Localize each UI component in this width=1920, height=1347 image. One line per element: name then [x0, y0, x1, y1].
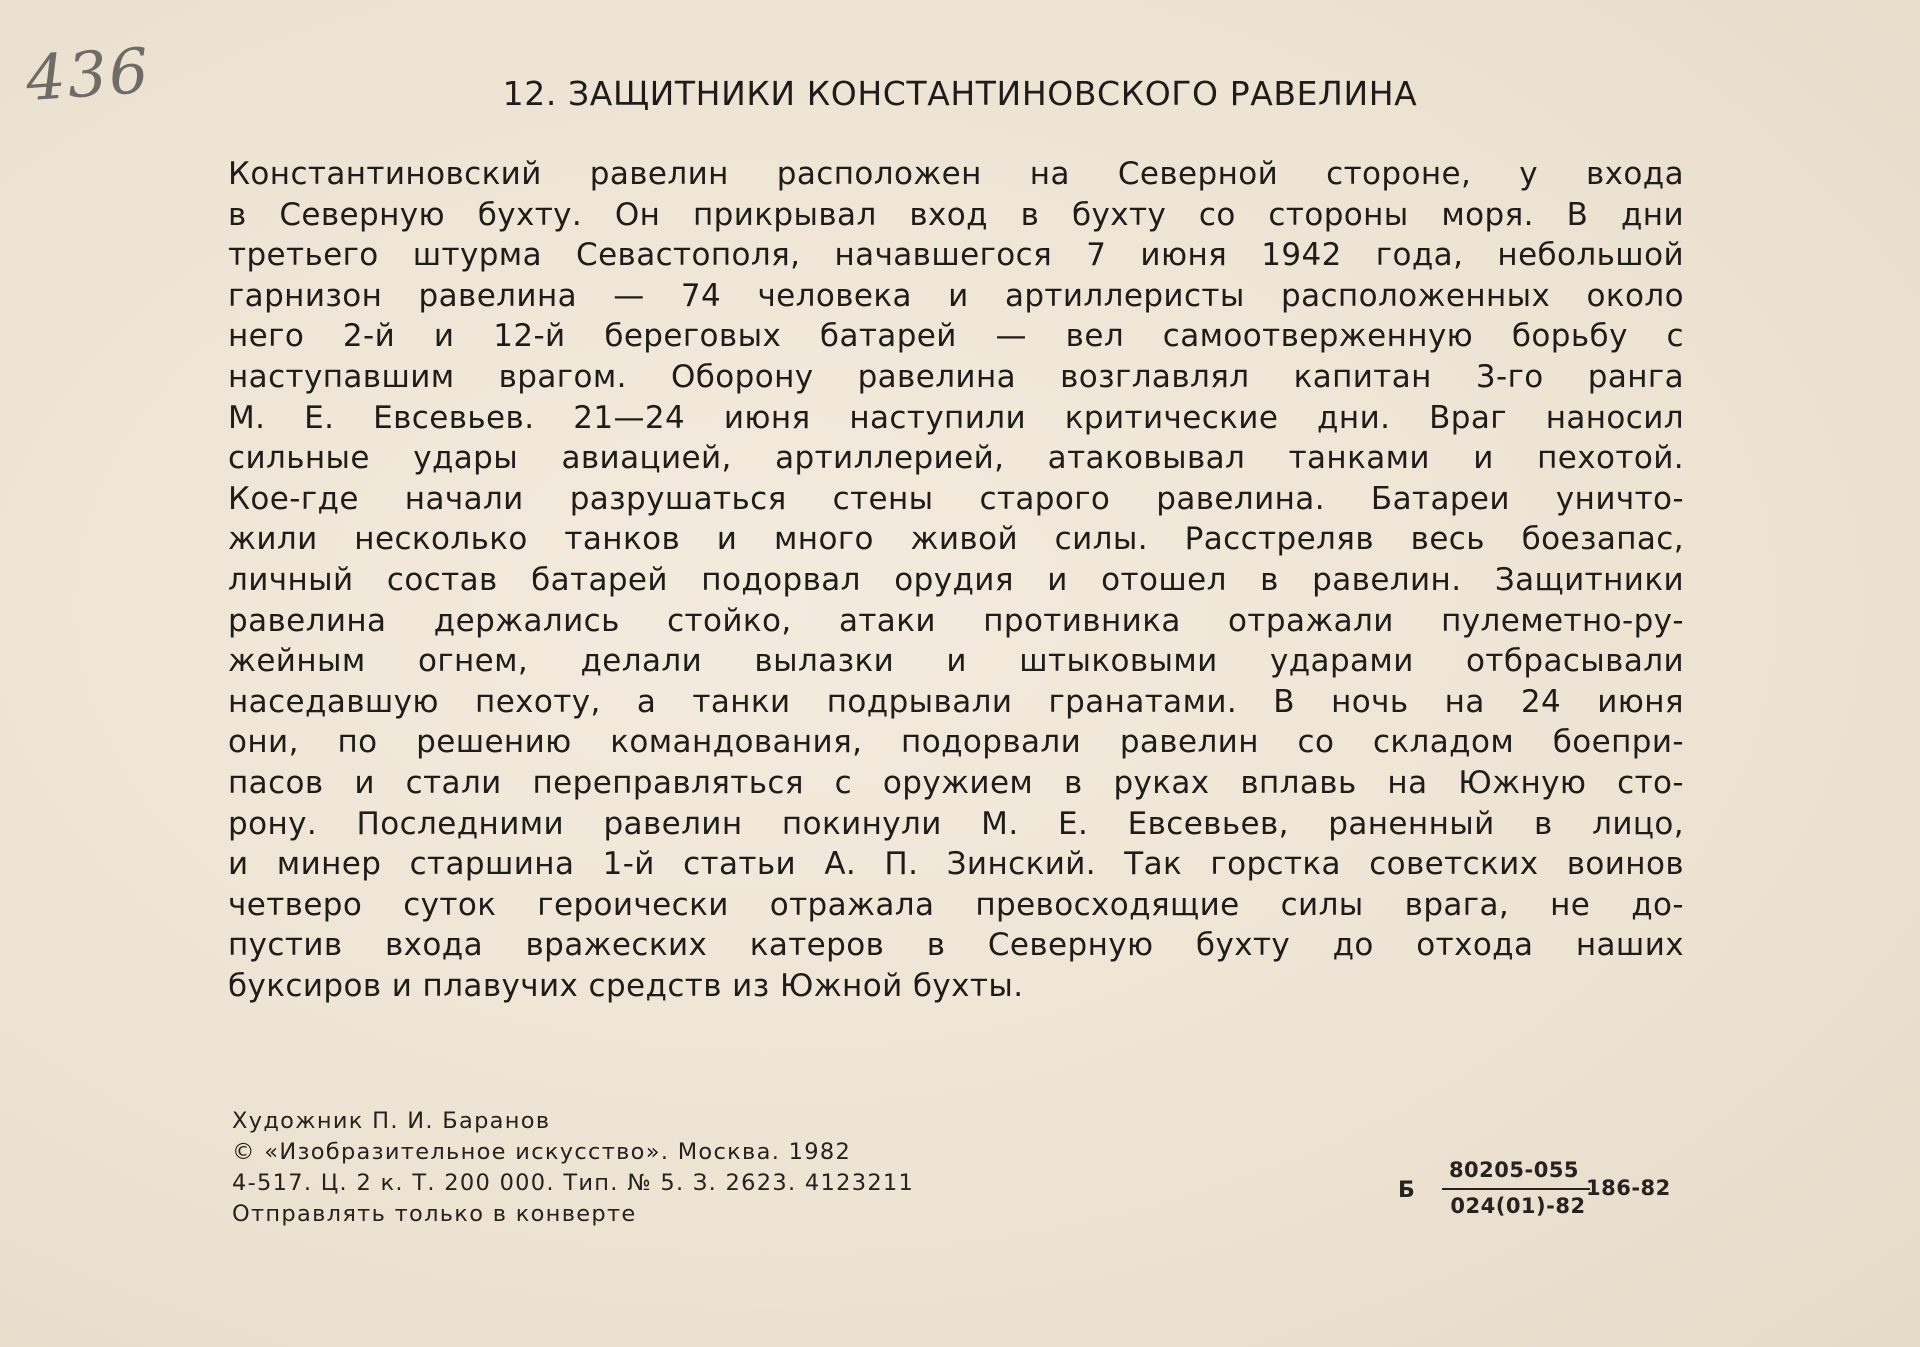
- body-line: Кое-где начали разрушаться стены старого равелина. Батареи уничто-: [228, 480, 1684, 517]
- body-line: М. Е. Евсевьев. 21—24 июня наступили критические дни. Враг наносил: [228, 399, 1684, 436]
- catalog-code: [1398, 1158, 1698, 1238]
- body-line: пасов и стали переправляться с оружием в руках вплавь на Южную сто-: [228, 764, 1684, 801]
- body-line: сильные удары авиацией, артиллерией, атаковывал танками и пехотой.: [228, 440, 1684, 477]
- handwritten-number: 436: [23, 33, 153, 116]
- body-line: третьего штурма Севастополя, начавшегося 7 июня 1942 года, небольшой: [228, 237, 1684, 274]
- body-line: него 2-й и 12-й береговых батарей — вел самоотверженную борьбу с: [228, 318, 1684, 355]
- artist-credit: Художник П. И. Баранов: [232, 1108, 551, 1134]
- print-info: 4-517. Ц. 2 к. Т. 200 000. Тип. № 5. З. 2623. 4123211: [232, 1170, 915, 1196]
- catalog-code-suffix: 186-82: [1586, 1176, 1671, 1200]
- body-line: личный состав батарей подорвал орудия и отошел в равелин. Защитники: [228, 561, 1684, 598]
- imprint-block: [232, 1106, 914, 1230]
- body-line: равелина держались стойко, атаки противника отражали пулеметно-ру-: [228, 602, 1684, 639]
- fraction-rule: [1442, 1188, 1590, 1190]
- copyright-line: © «Изобразительное искусство». Москва. 1982: [232, 1139, 852, 1165]
- body-line: наступавшим врагом. Оборону равелина возглавлял капитан 3-го ранга: [228, 358, 1684, 395]
- body-line: жили несколько танков и много живой силы. Расстреляв весь боезапас,: [228, 521, 1684, 558]
- body-line: они, по решению командования, подорвали равелин со складом боепри-: [228, 724, 1684, 761]
- mailing-note: Отправлять только в конверте: [232, 1201, 637, 1227]
- body-line: Константиновский равелин расположен на Северной стороне, у входа: [228, 156, 1684, 192]
- catalog-code-denominator: 024(01)-82: [1450, 1194, 1586, 1218]
- body-line: четверо суток героически отражала превосходящие силы врага, не до-: [228, 886, 1684, 923]
- catalog-code-prefix: Б: [1398, 1178, 1415, 1203]
- article-body: [228, 154, 1684, 1006]
- body-line: рону. Последними равелин покинули М. Е. Евсевьев, раненный в лицо,: [228, 805, 1684, 842]
- body-line: жейным огнем, делали вылазки и штыковыми ударами отбрасывали: [228, 643, 1684, 680]
- body-line: буксиров и плавучих средств из Южной бухты.: [228, 967, 1024, 1004]
- body-line: и минер старшина 1-й статьи А. П. Зинский. Так горстка советских воинов: [228, 846, 1684, 883]
- body-line: наседавшую пехоту, а танки подрывали гранатами. В ночь на 24 июня: [228, 683, 1684, 720]
- page-title: 12. ЗАЩИТНИКИ КОНСТАНТИНОВСКОГО РАВЕЛИНА: [502, 74, 1418, 113]
- body-line: гарнизон равелина — 74 человека и артиллеристы расположенных около: [228, 277, 1684, 314]
- body-line: пустив входа вражеских катеров в Северную бухту до отхода наших: [228, 927, 1684, 964]
- body-line: в Северную бухту. Он прикрывал вход в бухту со стороны моря. В дни: [228, 196, 1684, 233]
- catalog-code-numerator: 80205-055: [1448, 1158, 1580, 1182]
